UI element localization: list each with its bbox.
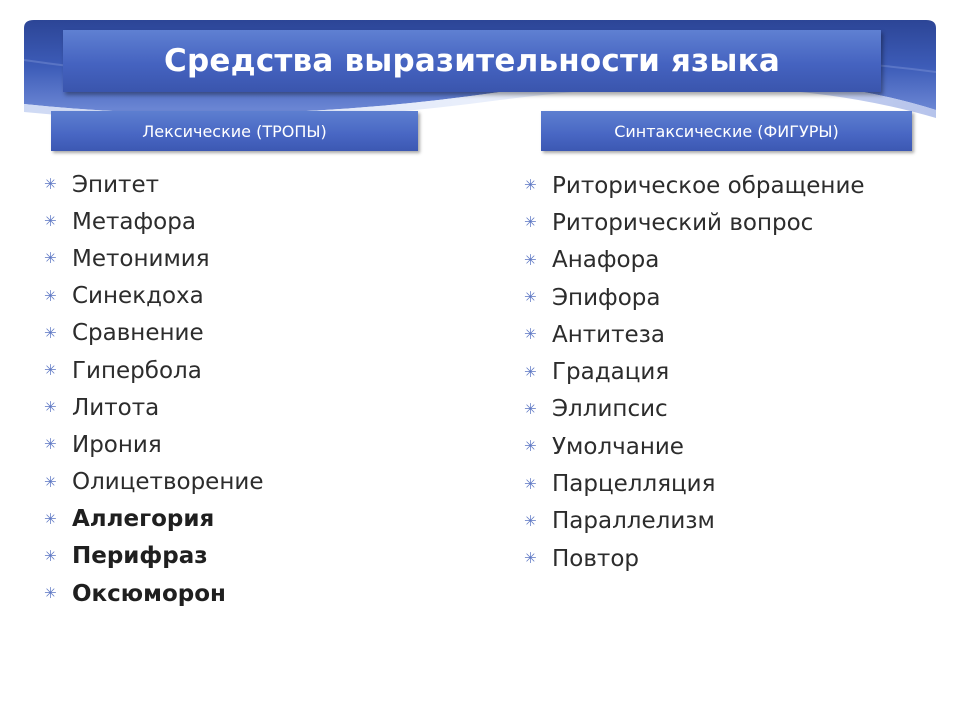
list-item-text: Эллипсис (552, 396, 668, 423)
list-item (524, 353, 865, 390)
list-item-text: Повтор (552, 545, 639, 572)
list-item (44, 389, 263, 426)
list-item-text: Перифраз (72, 543, 208, 570)
list-item-text: Сравнение (72, 320, 204, 347)
asterisk-bullet-icon: ✳ (524, 399, 537, 418)
list-item-text: Метонимия (72, 245, 210, 272)
list-item (44, 278, 263, 315)
asterisk-bullet-icon: ✳ (524, 437, 537, 456)
asterisk-bullet-icon: ✳ (524, 511, 537, 530)
list-item-text: Эпитет (72, 171, 159, 198)
list-item (44, 240, 263, 277)
lexical-header (51, 111, 418, 151)
list-item (44, 203, 263, 240)
list-item-text: Эпифора (552, 284, 661, 311)
list-item-text: Оксюморон (72, 580, 226, 607)
list-item (44, 352, 263, 389)
asterisk-bullet-icon: ✳ (44, 249, 57, 268)
list-item-text: Анафора (552, 247, 660, 274)
list-item-text: Гипербола (72, 357, 202, 384)
list-item-text: Синекдоха (72, 283, 204, 310)
asterisk-bullet-icon: ✳ (44, 212, 57, 231)
list-item (44, 315, 263, 352)
asterisk-bullet-icon: ✳ (524, 213, 537, 232)
list-item (44, 501, 263, 538)
list-item (524, 540, 865, 577)
asterisk-bullet-icon: ✳ (524, 176, 537, 195)
asterisk-bullet-icon: ✳ (524, 549, 537, 568)
tropes-list (44, 166, 263, 612)
list-item-text: Парцелляция (552, 471, 716, 498)
asterisk-bullet-icon: ✳ (524, 474, 537, 493)
list-item (524, 465, 865, 502)
asterisk-bullet-icon: ✳ (524, 362, 537, 381)
list-item (524, 167, 865, 204)
list-item-text: Олицетворение (72, 469, 264, 496)
asterisk-bullet-icon: ✳ (44, 175, 57, 194)
asterisk-bullet-icon: ✳ (44, 361, 57, 380)
list-item-text: Умолчание (552, 433, 684, 460)
list-item (44, 464, 263, 501)
list-item-text: Метафора (72, 208, 196, 235)
list-item-text: Параллелизм (552, 508, 715, 535)
list-item (44, 538, 263, 575)
asterisk-bullet-icon: ✳ (44, 398, 57, 417)
syntactic-header-label: Синтаксические (ФИГУРЫ) (614, 121, 839, 141)
list-item (524, 316, 865, 353)
asterisk-bullet-icon: ✳ (44, 435, 57, 454)
lexical-header-label: Лексические (ТРОПЫ) (142, 121, 327, 141)
list-item-text: Ирония (72, 431, 162, 458)
list-item-text: Градация (552, 359, 670, 386)
list-item (524, 204, 865, 241)
list-item (524, 242, 865, 279)
asterisk-bullet-icon: ✳ (44, 323, 57, 342)
list-item-text: Антитеза (552, 321, 665, 348)
list-item (524, 279, 865, 316)
list-item (44, 575, 263, 612)
asterisk-bullet-icon: ✳ (44, 286, 57, 305)
list-item (524, 503, 865, 540)
slide-title: Средства выразительности языка (164, 43, 780, 79)
asterisk-bullet-icon: ✳ (44, 472, 57, 491)
list-item-text: Риторический вопрос (552, 209, 814, 236)
list-item (44, 426, 263, 463)
figures-list (524, 167, 865, 577)
syntactic-header (541, 111, 912, 151)
asterisk-bullet-icon: ✳ (44, 584, 57, 603)
list-item-text: Риторическое обращение (552, 172, 865, 199)
list-item (524, 391, 865, 428)
list-item (524, 428, 865, 465)
title-box (63, 30, 881, 92)
list-item (44, 166, 263, 203)
list-item-text: Аллегория (72, 506, 215, 533)
asterisk-bullet-icon: ✳ (44, 546, 57, 565)
asterisk-bullet-icon: ✳ (524, 325, 537, 344)
list-item-text: Литота (72, 394, 160, 421)
asterisk-bullet-icon: ✳ (44, 509, 57, 528)
asterisk-bullet-icon: ✳ (524, 288, 537, 307)
asterisk-bullet-icon: ✳ (524, 250, 537, 269)
